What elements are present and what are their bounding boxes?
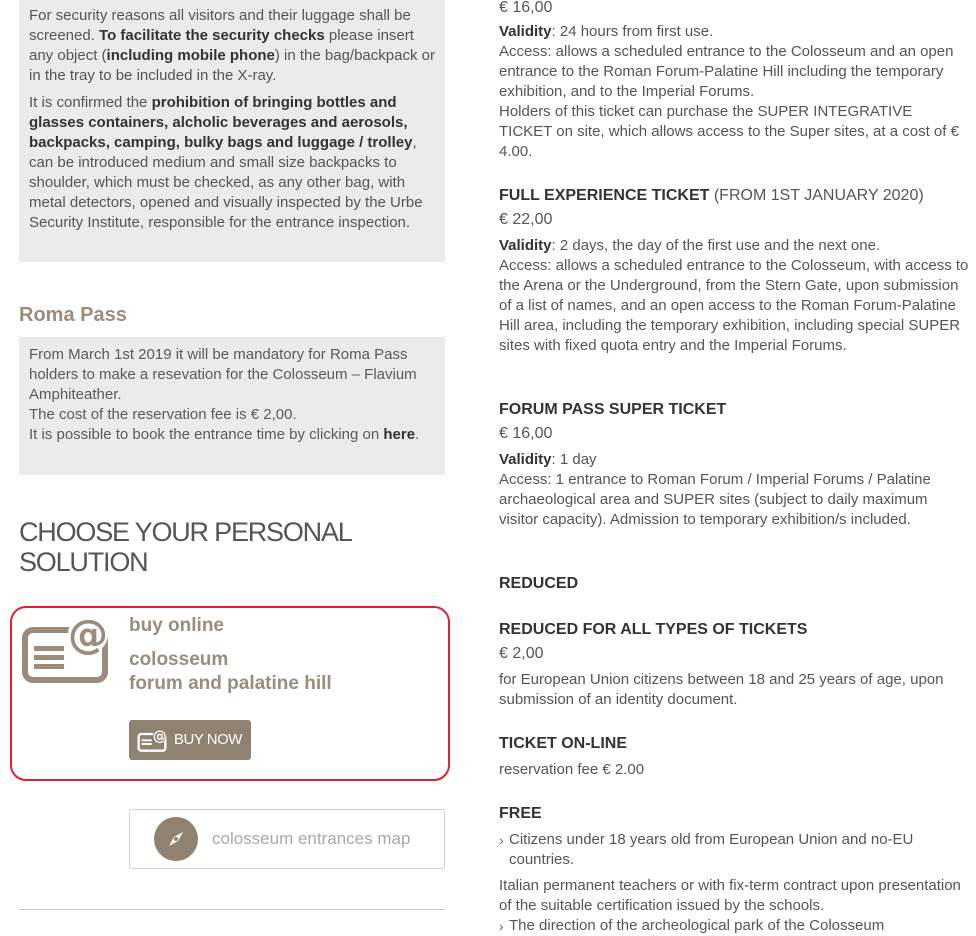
svg-text:@: @ (152, 728, 167, 745)
roma-pass-line2: The cost of the reservation fee is € 2,00. (29, 406, 297, 423)
buy-now-label: BUY NOW (174, 731, 242, 748)
ticket-online: TICKET ON-LINE reservation fee € 2.00 (499, 734, 969, 780)
ticket-price: € 2,00 (499, 645, 544, 662)
reduced-heading: REDUCED (499, 575, 579, 592)
free-section (499, 804, 969, 936)
ticket-title: REDUCED FOR ALL TYPES OF TICKETS (499, 621, 808, 638)
reduced-section (499, 574, 969, 594)
ticket-forum-pass: FORUM PASS SUPER TICKET € 16,00 Validity: 1 day Access: 1 entrance to Roman Forum / Imperial Forums / Palatine archaeological area and SUPER sites (subject to daily maximum visitor capacity). Admission to temporary exhibition/s included. (499, 400, 969, 530)
security-paragraph-2: It is confirmed the prohibition of bringing bottles and glasses containers, alcholic beverages and aerosols, backpacks, camping, bulky bags and luggage / trolley, can be introduced medium and small size backpacks to shoulder, which must be checked, as any other bag, with metal detectors, opened and visually inspected by the Urbe Security Institute, responsible for the entrance inspection. (29, 94, 423, 231)
ticket-title: FORUM PASS SUPER TICKET (499, 401, 727, 418)
free-paragraph: Italian permanent teachers or with fix-term contract upon presentation of the suitable certification issued by the schools. (499, 877, 961, 914)
roma-pass-box (19, 337, 445, 475)
ticket-reduced: REDUCED FOR ALL TYPES OF TICKETS € 2,00 for European Union citizens between 18 and 25 years of age, upon submission of an identity document. (499, 620, 969, 710)
roma-pass-line1: From March 1st 2019 it will be mandatory for Roma Pass holders to make a resevation for the Colosseum – Flavium Amphiteather. (29, 346, 417, 403)
roma-pass-line3: It is possible to book the entrance time by clicking on here. (29, 426, 420, 443)
svg-text:@: @ (68, 612, 108, 658)
ticket-standard: € 16,00 Validity: 24 hours from first use. Access: allows a scheduled entrance to the Colosseum and an open entrance to the Roman Forum-Palatine Hill including the temporary exhibition, and to the Imperial Forums. Holders of this ticket can purchase the SUPER INTEGRATIVE TICKET on site, which allows access to the Super sites, at a cost of € 4.00. (499, 0, 969, 162)
entrances-map-button[interactable] (129, 809, 445, 869)
ticket-full-experience: FULL EXPERIENCE TICKET (FROM 1ST JANUARY 2020) € 22,00 Validity: 2 days, the day of the first use and the next one. Access: allows a scheduled entrance to the Colosseum, with access to the Arena or the Underground, from the Stern Gate, upon submission of a list of names, and an open access to the Roman Forum-Palatine Hill area, including the temporary exhibition, including special SUPER sites with fixed quota entry and the Imperial Forums. (499, 187, 969, 354)
roma-pass-here-link[interactable]: here (383, 426, 416, 443)
ticket-title: FULL EXPERIENCE TICKET (FROM 1ST JANUARY 2020) (499, 187, 924, 204)
ticket-price: € 16,00 (499, 0, 553, 16)
ticket-title: TICKET ON-LINE (499, 735, 627, 752)
email-at-icon (22, 612, 114, 684)
list-item: › Citizens under 18 years old from European Union and no-EU countries. (499, 830, 969, 870)
divider (19, 909, 445, 910)
buy-now-button[interactable] (129, 720, 251, 760)
security-info-box (19, 0, 445, 262)
ticket-price: € 16,00 (499, 425, 553, 442)
compass-icon (154, 817, 198, 861)
buy-online-subtitle: colosseum forum and palatine hill (129, 649, 332, 694)
roma-pass-title: Roma Pass (19, 304, 127, 326)
entrances-map-label: colosseum entrances map (212, 829, 411, 848)
ticket-price: € 22,00 (499, 211, 553, 228)
list-item: › The direction of the archeological park of the Colosseum (499, 916, 969, 936)
choose-solution-heading: CHOOSE YOUR PERSONAL SOLUTION (19, 517, 352, 577)
email-at-icon (136, 728, 170, 752)
free-heading: FREE (499, 805, 542, 822)
buy-online-heading: buy online (129, 615, 224, 636)
security-paragraph-1: For security reasons all visitors and their luggage shall be screened. To facilitate the security checks please insert any object (including mobile phone) in the bag/backpack or in the tray to be included in the X-ray. (29, 7, 435, 84)
